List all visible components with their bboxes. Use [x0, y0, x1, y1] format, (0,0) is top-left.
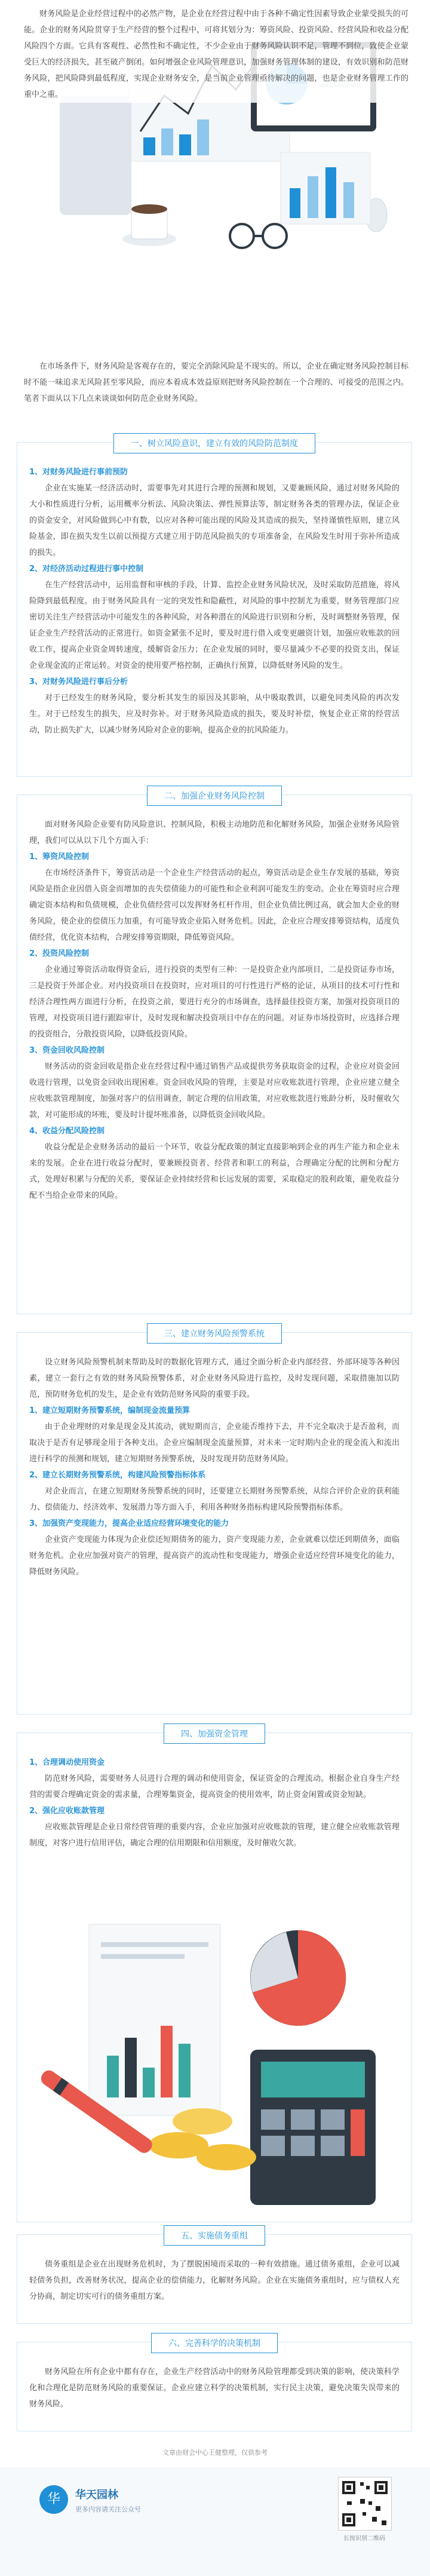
- section-4-heading: 四、加强资金管理: [164, 1724, 265, 1744]
- section-2-body: [29, 817, 400, 1204]
- report-document-icon: [89, 1924, 220, 2115]
- section-1-text-3: 对于已经发生的财务风险，要分析其发生的原因及其影响，从中吸取教训，以避免同类风险的再次发生。对于已经发生的损失，应及时弥补。对于财务风险造成的损失，要及时补偿，恢复企业正常的经营活动，防止损失扩大，以减少财务风险对企业的影响，提高企业的抗风险能力。: [29, 694, 400, 735]
- section-4-subhead-2: 2、强化应收账款管理: [29, 1807, 105, 1816]
- section-2-text-1: 在市场经济条件下，筹资活动是一个企业生产经营活动的起点，筹资活动是企业生存发展的基础，筹资风险是指企业因借入资金而增加的丧失偿债能力的可能性和企业利润可能发生的变动。企业在筹资时应合理确定资本结构和负债规模，企业负债经营可以发挥财务杠杆作用，但企业负债比例过高，就会加大企业的财务风险，使企业的偿债压力加重，有可能导致企业陷入财务危机。因此，企业应合理安排筹资结构，适度负债经营，优化资本结构，合理安排筹资期限，降低筹资风险。: [29, 869, 400, 942]
- section-6-card: [17, 2339, 412, 2431]
- brand-logo-icon: 华: [39, 2485, 68, 2514]
- section-3-subhead-1: 1、建立短期财务预警系统，编制现金流量预算: [29, 1406, 191, 1415]
- brand-name: 华天园林: [75, 2489, 118, 2501]
- section-1-card: [17, 439, 412, 777]
- section-1-subhead-2: 2、对经济活动过程进行事中控制: [29, 565, 144, 574]
- section-3-subhead-3: 3、加强资产变现能力，提高企业适应经营环境变化的能力: [29, 1519, 229, 1528]
- calculator-icon: [250, 2050, 376, 2205]
- section-3-text-3: 企业资产变现能力体现为企业偿还短期债务的能力，资产变现能力差，企业就难以偿还到期债务，面临财务危机。企业应加强对资产的管理，提高资产的流动性和变现能力，增强企业适应经营环境变化的能力，降低财务风险。: [29, 1535, 400, 1577]
- intro-paragraph-2: 在市场条件下，财务风险是客观存在的，要完全消除风险是不现实的。所以，企业在确定财务风险控制目标时不能一味追求无风险甚至零风险，而应本着成本效益原则把财务风险控制在一个合理的、可接受的范围之内。笔者下面从以下几点来谈谈如何防范企业财务风险。: [24, 362, 408, 403]
- section-1-subhead-1: 1、对财务风险进行事前预防: [29, 468, 128, 477]
- section-3-body: [29, 1354, 400, 1580]
- section-1-body: [29, 464, 400, 738]
- brand-subtitle: 更多内容请关注公众号: [75, 2506, 141, 2513]
- section-1-text-2: 在生产经营活动中，运用监督和审核的手段，计算、监控企业财务风险状况，及时采取防范措施，将风险降到最低程度。由于财务风险具有一定的突发性和隐蔽性，对风险的事中控制尤为重要，财务管理部门应密切关注生产经营活动中可能发生的各种风险，对各种潜在的风险进行识别和分析，及时调整财务管理，保证企业生产经营活动的正常进行。如资金紧张不足时，要及时进行借入或变更融资计划，加强应收账款的回收工作，提高企业资金周转速度，缓解资金压力；在企业发展的同时，要尽量减少不必要的投资支出，保证企业现金流的正常运转。对资金的使用要严格控制，正确执行预算，以降低财务风险的发生。: [29, 581, 400, 670]
- section-6-body: [29, 2364, 400, 2412]
- section-2-subhead-4: 4、收益分配风险控制: [29, 1127, 105, 1136]
- section-3-text-1: 由于企业理财的对象是现金及其流动，就短期而言，企业能否维持下去，并不完全取决于是否盈利，而取决于是否有足够现金用于各种支出。企业应编制现金流量预算，对未来一定时期内企业的现金流入和流出进行科学的预测和规划，建立短期财务预警系统，及时发现并防范财务风险。: [29, 1422, 400, 1464]
- section-3-subhead-2: 2、建立长期财务预警系统，构建风险预警指标体系: [29, 1471, 206, 1480]
- section-3-text-2: 对企业而言，在建立短期财务预警系统的同时，还要建立长期财务预警系统，从综合评价企业的获利能力、偿债能力、经济效率、发展潜力等方面入手，利用各种财务指标构建风险预警指标体系。: [29, 1487, 400, 1512]
- section-2-heading: 二、加强企业财务风险控制: [147, 786, 282, 806]
- section-2-card: [17, 792, 412, 1314]
- finance-illustration: [41, 1912, 388, 2211]
- section-5-text: 债务重组是企业在出现财务危机时，为了摆脱困境而采取的一种有效措施。通过债务重组，企业可以减轻债务负担，改善财务状况，提高企业的偿债能力，化解财务风险。企业在实施债务重组时，应与债权人充分协商，制定切实可行的债务重组方案。: [29, 2260, 400, 2301]
- keyboard-icon: [60, 96, 131, 215]
- intro-paragraph-1: 财务风险是企业经营过程中的必然产物，是企业在经营过程中由于各种不确定性因素导致企业蒙受损失的可能。企业的财务风险贯穿于生产经营的整个过程中，可将其划分为：筹资风险、投资风险、经营风险和收益分配风险四个方面。它具有客观性、必然性和不确定性，不少企业由于财务风险认识不足，管理不到位，致使企业蒙受巨大的经济损失，甚至破产倒闭。如何增强企业风险管理意识，加强财务管理体制的建设，有效识别和防范财务风险，把风险降到最低程度，实现企业财务安全，是当前企业管理亟待解决的问题，也是企业财务管理工作的重中之重。: [24, 6, 408, 103]
- section-2-lead: 面对财务风险企业要有防风险意识、控制风险，积极主动地防范和化解财务风险，加强企业财务风险管理，我们可以从以下几个方面入手：: [29, 820, 400, 845]
- section-3-card: [17, 1329, 412, 1715]
- section-1-heading: 一、树立风险意识，建立有效的风险防范制度: [113, 433, 315, 453]
- section-2-text-3: 财务活动的资金回收是指企业在经营过程中通过销售产品或提供劳务获取资金的过程，企业应对资金回收进行管理，以免资金回收出现困难。资金回收风险的管理，主要是对应收账款进行管理，企业应建立健全应收账款管理制度，加强对客户的信用调查，制定合理的信用政策，对应收账款进行账龄分析，及时催收欠款，对可能形成的坏账，要及时计提坏账准备，以降低资金回收风险。: [29, 1062, 400, 1120]
- section-4-subhead-1: 1、合理调动使用资金: [29, 1758, 105, 1767]
- section-5-card: [17, 2231, 412, 2324]
- section-4-body: [29, 1755, 400, 1851]
- qr-code-icon[interactable]: [338, 2477, 392, 2531]
- section-4-text-1: 防范财务风险，需要财务人员进行合理的调动和使用资金，保证资金的合理流动。根据企业自身生产经营的需要合理确定资金的需求量，合理筹集资金，提高资金的使用效率，防止资金闲置或资金短缺。: [29, 1774, 400, 1799]
- coins-icon: [149, 2108, 256, 2170]
- section-5-heading: 五、实施债务重组: [164, 2225, 265, 2246]
- section-2-text-2: 企业通过筹资活动取得资金后，进行投资的类型有三种：一是投资企业内部项目，二是投资证券市场，三是投资于外部企业。对内投资项目在投资时，应对项目的可行性进行严格的论证，从项目的技术可行性和经济合理性两方面进行分析，在投资之前，要进行充分的市场调查，选择最佳投资方案，加强对投资项目的管理，对投资项目进行跟踪审计，及时发现和解决投资项目中存在的问题。对证券市场投资时，应选择合理的投资组合，分散投资风险，以降低投资风险。: [29, 965, 400, 1039]
- section-4-text-2: 应收账款管理是企业日常经营管理的重要内容，企业应加强对应收账款的管理，建立健全应收账款管理制度，对客户进行信用评估，确定合理的信用期限和信用额度，及时催收欠款。: [29, 1823, 400, 1848]
- section-5-body: [29, 2256, 400, 2305]
- section-1-text-1: 企业在实施某一经济活动时，需要事先对其进行合理的预测和规划，又要兼顾风险，通过对财务风险的大小和性质进行分析，运用概率分析法、风险决策法、弹性预算法等，制定财务各类的管理办法，保证企业的资金安全，对风险做到心中有数，以应对各种可能出现的风险及其造成的损失，坚持谨慎性原则，建立风险基金，即在损失发生以前以预提方式建立用于防范风险损失的专项准备金，在风险发生时用于弥补所造成的损失。: [29, 484, 400, 557]
- section-6-text: 财务风险在所有企业中都有存在，企业生产经营活动中的财务风险管理都受到决策的影响，使决策科学化和合理化是防范财务风险的重要保证。企业应建立科学的决策机制，实行民主决策，避免决策失误带来的财务风险。: [29, 2368, 400, 2409]
- section-2-subhead-1: 1、筹资风险控制: [29, 852, 90, 861]
- section-3-heading: 三、建立财务风险预警系统: [147, 1323, 282, 1344]
- section-2-subhead-3: 3、资金回收风险控制: [29, 1046, 105, 1055]
- section-2-subhead-2: 2、投资风险控制: [29, 949, 90, 958]
- pie-chart-icon: [250, 1930, 346, 2026]
- section-4-card: [17, 1729, 412, 2222]
- qr-label: 长按识别二维码: [343, 2535, 385, 2542]
- section-6-heading: 六、完善科学的决策机制: [151, 2333, 278, 2353]
- section-2-text-4: 收益分配是企业财务活动的最后一个环节，收益分配政策的制定直接影响到企业的再生产能力和企业未来的发展。企业在进行收益分配时，要兼顾投资者、经营者和职工的利益，合理确定分配的比例和分配方式，处理好积累与分配的关系，要保证企业持续经营和长远发展的需要，采取稳定的股利政策，避免收益分配不当给企业带来的风险。: [29, 1143, 400, 1200]
- footer-note: 文章由财会中心王健整理，仅供参考: [162, 2449, 268, 2457]
- section-1-subhead-3: 3、对财务风险进行事后分析: [29, 677, 128, 686]
- bar-chart-paper-icon: [281, 152, 370, 224]
- section-3-lead: 设立财务风险预警机制来帮助及时的数据化管理方式，通过全面分析企业内部经营、外部环境等各种因素，建立一套行之有效的财务风险预警体系，对企业财务风险进行监控，及时发现问题，采取措施加以防范，预防财务危机的发生，是企业有效防范财务风险的重要手段。: [29, 1358, 400, 1399]
